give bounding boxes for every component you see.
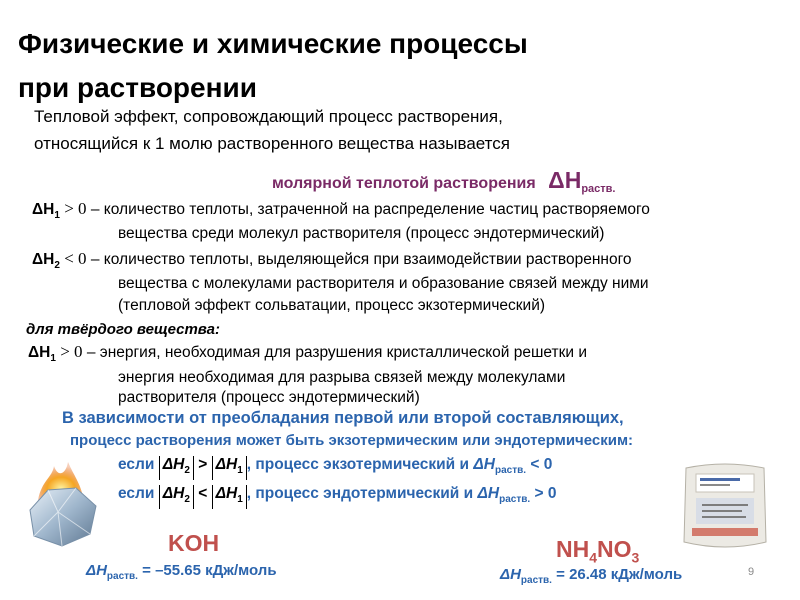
cond1-tail: < 0: [530, 456, 553, 473]
molar-heat-symbol: ΔH: [548, 167, 582, 193]
dependence-line-1: В зависимости от преобладания первой или второй составляющих,: [62, 409, 624, 427]
h1-line-2: вещества среди молекул растворителя (процесс эндотермический): [118, 225, 605, 242]
slide-title: [18, 22, 528, 110]
cond1-operator: >: [198, 456, 208, 473]
cond1-dh: $\Delta H_{раств.}$: [473, 456, 527, 477]
cond1-abs-h2: $\Delta H_2$: [159, 456, 194, 480]
cold-pack-image: [678, 458, 772, 554]
cond1-if: если: [118, 456, 155, 473]
koh-enthalpy: [86, 562, 277, 582]
solid-h1-symbol: $\Delta H_1$: [28, 344, 56, 365]
intro-line-1: Тепловой эффект, сопровождающий процесс растворения,: [34, 107, 503, 126]
cond2-if: если: [118, 485, 155, 502]
cond2-abs-h1: $\Delta H_1$: [212, 485, 247, 509]
solid-heading: для твёрдого вещества:: [26, 321, 220, 338]
intro-text: [34, 103, 510, 157]
cond2-text: , процесс эндотермический и: [246, 485, 474, 502]
molar-heat-term: [272, 167, 616, 195]
nh4no3-formula: $NH_4NO_3$: [556, 536, 640, 566]
solid-h1-relation: > 0: [60, 342, 83, 361]
solid-line-2: энергия необходимая для разрыва связей между молекулами: [118, 369, 566, 386]
cond2-abs-h2: $\Delta H_2$: [159, 485, 194, 509]
molar-heat-sub: раств.: [581, 183, 616, 196]
cond2-tail: > 0: [534, 485, 557, 502]
solid-line-1: – энергия, необходимая для разрушения кристаллической решетки и: [86, 344, 588, 361]
condition-endothermic: [118, 485, 556, 509]
cond2-operator: <: [198, 485, 208, 502]
page-number: 9: [748, 566, 755, 578]
h1-symbol: $\Delta H_1$: [32, 201, 60, 222]
h2-symbol: $\Delta H_2$: [32, 251, 60, 272]
intro-line-2: относящийся к 1 молю растворенного вещества называется: [34, 134, 510, 153]
koh-value: = –55.65 кДж/моль: [142, 562, 277, 579]
dependence-line-2: процесс растворения может быть экзотермическим или эндотермическим:: [70, 432, 634, 449]
solid-line-3: растворителя (процесс эндотермический): [118, 389, 420, 406]
condition-exothermic: [118, 456, 552, 480]
nh4no3-dh: $\Delta H_{раств.}$: [500, 566, 552, 586]
cond1-abs-h1: $\Delta H_1$: [212, 456, 247, 480]
title-line-1: Физические и химические процессы: [18, 28, 528, 59]
nh4no3-value: = 26.48 кДж/моль: [556, 566, 683, 583]
title-line-2: при растворении: [18, 72, 257, 103]
h2-line-2: вещества с молекулами растворителя и образование связей между ними: [118, 275, 649, 292]
nh4no3-enthalpy: [500, 566, 682, 586]
h1-line-1: – количество теплоты, затраченной на распределение частиц растворяемого: [90, 201, 650, 218]
h1-relation: > 0: [64, 199, 87, 218]
cond1-text: , процесс экзотермический и: [246, 456, 470, 473]
cond2-dh: $\Delta H_{раств.}$: [477, 485, 531, 506]
burning-crystal-image: [18, 460, 106, 552]
koh-formula: KOH: [168, 530, 220, 556]
h2-relation: < 0: [64, 249, 87, 268]
h2-line-1: – количество теплоты, выделяющейся при взаимодействии растворенного: [90, 251, 632, 268]
h2-line-3: (тепловой эффект сольватации, процесс экзотермический): [118, 297, 546, 314]
koh-dh: $\Delta H_{раств.}$: [86, 562, 138, 582]
molar-heat-label: молярной теплотой растворения: [272, 175, 536, 192]
